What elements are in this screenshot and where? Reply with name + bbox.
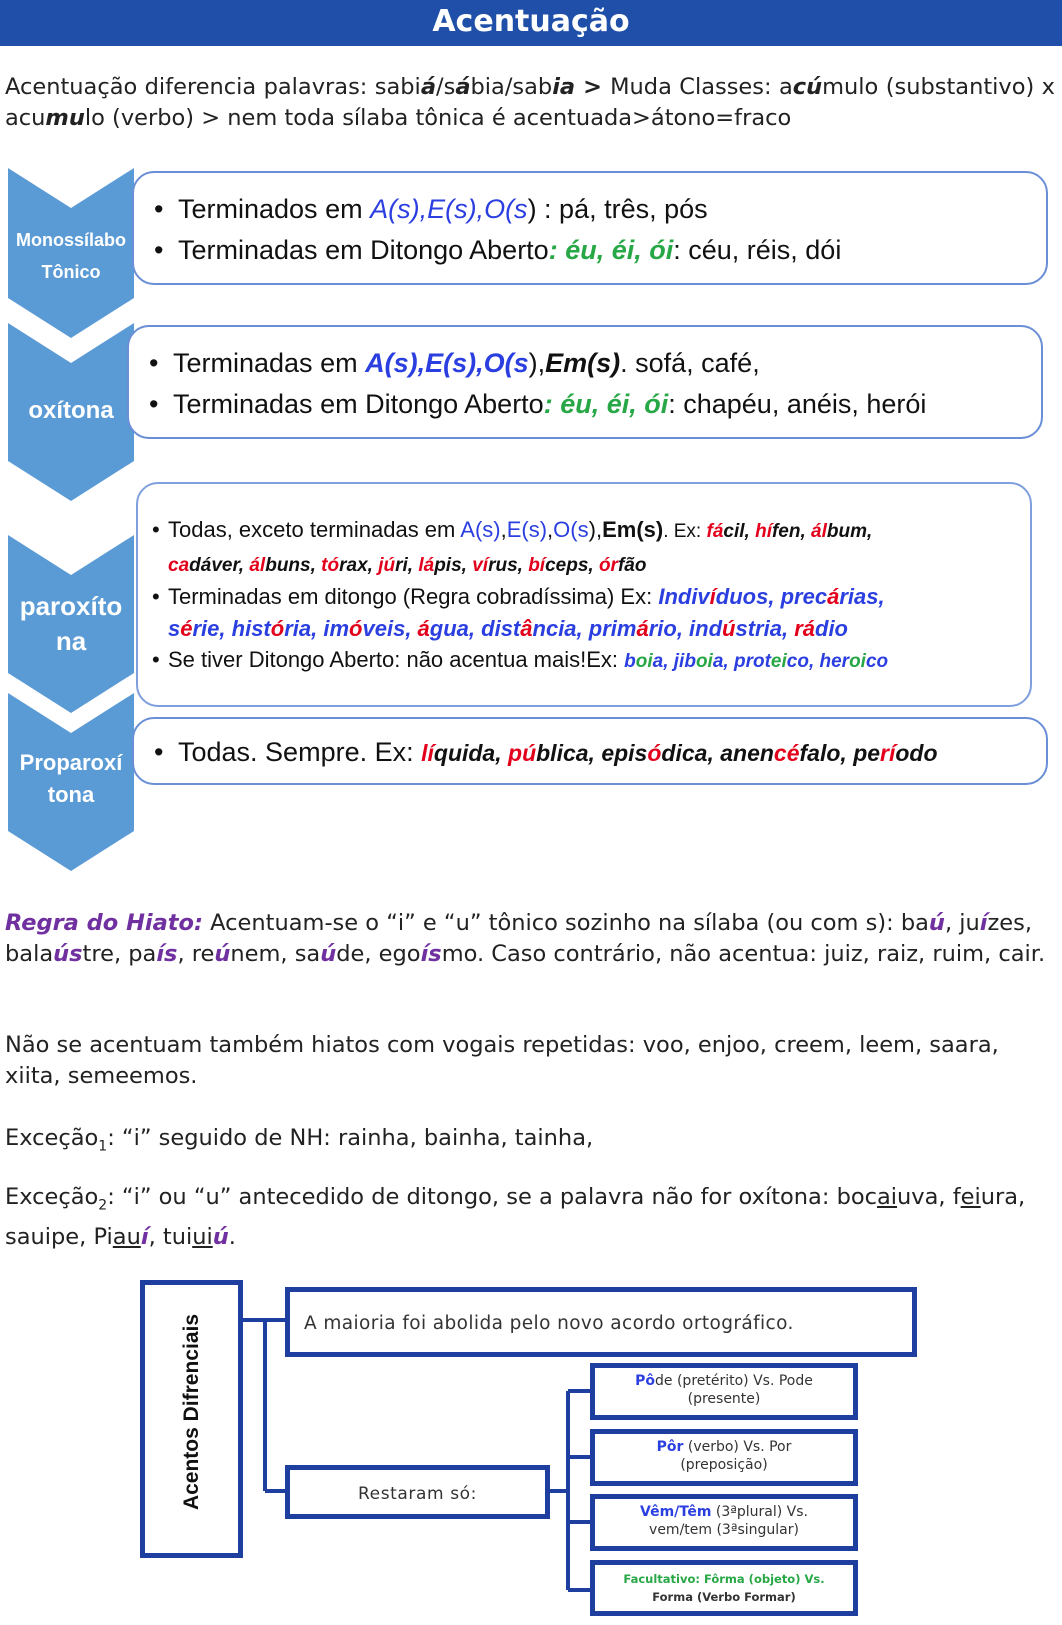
- example-stressed-syllable: oi: [695, 651, 713, 672]
- example-word-part: anen: [720, 740, 774, 766]
- example-stressed-syllable: í: [709, 584, 716, 609]
- example-stressed-syllable: oi: [635, 651, 653, 672]
- rule-line: • Todas, exceto terminadas em A(s),E(s),O(s),Em(s). Ex: fácil, hífen, álbum, cadáver, álbuns, tórax, júri, lápis, vírus, bíceps, órfão: [150, 514, 1030, 581]
- example-word-rest: duos,: [715, 584, 781, 609]
- example-word-rest: dio: [815, 615, 848, 641]
- example-stressed-syllable: lí: [421, 740, 434, 766]
- example-word-rest: a,: [712, 651, 734, 672]
- example-stressed-syllable: pú: [508, 740, 537, 766]
- example-stressed-syllable: á: [417, 615, 430, 641]
- example-word-rest: stria,: [735, 615, 795, 641]
- example-stressed-syllable: ór: [598, 554, 618, 576]
- diagram-top-box: A maioria foi abolida pelo novo acordo ortográfico.: [285, 1287, 917, 1357]
- hiato-title: Regra do Hiato:: [5, 910, 204, 936]
- example-stressed-syllable: ál: [249, 554, 266, 576]
- example-word-rest: co: [865, 651, 889, 672]
- example-stressed-syllable: ál: [811, 521, 827, 542]
- example-word-rest: veis,: [362, 615, 418, 641]
- example-word-rest: dica,: [661, 740, 721, 766]
- example-word-rest: dáver,: [189, 554, 250, 576]
- rule-box-paroxitona: [136, 482, 1032, 707]
- example-stressed-syllable: rí: [880, 740, 896, 766]
- intro-paragraph: Acentuação diferencia palavras: sabiá/sábia/sabia > Muda Classes: acúmulo (substantivo) x acumulo (verbo) > nem toda sílaba tônica é acentuada>átono=fraco: [5, 74, 1055, 131]
- diagram-item-vem: Vêm/Têm (3ªplural) Vs. vem/tem (3ªsingular): [590, 1494, 858, 1551]
- example-word-rest: ri,: [395, 554, 419, 576]
- diagram-item-pode: Pôde (pretérito) Vs. Pode (presente): [590, 1363, 858, 1420]
- example-word-part: pe: [853, 740, 881, 766]
- excecao-2-paragraph: Exceção$_2$: “i” ou “u” antecedido de ditongo, se a palavra não for oxítona: bocaiuva, feiura, sauipe, Piauí, tuiuiú.: [5, 1184, 1026, 1250]
- example-word-part: epis: [601, 740, 648, 766]
- example-stressed-syllable: é: [180, 615, 193, 641]
- rule-box-oxitona: [127, 325, 1043, 439]
- example-stressed-syllable: rá: [794, 615, 815, 641]
- rule-line: • Se tiver Ditongo Aberto: não acentua mais!Ex: boia, jiboia, proteico, heroico: [150, 644, 1030, 678]
- example-stressed-syllable: bí: [528, 554, 546, 576]
- label-proparoxi: Proparoxí: [19, 750, 123, 775]
- example-stressed-syllable: tó: [321, 554, 340, 576]
- hiato-paragraph: Regra do Hiato: Acentuam-se o “i” e “u” tônico sozinho na sílaba (ou com s): baú, juízes, balaústre, país, reúnem, saúde, egoísmo. Caso contrário, não acentua: juiz, raiz, ruim, cair.: [5, 910, 1046, 967]
- example-word-rest: quida,: [433, 740, 509, 766]
- chevron-proparoxitona: [8, 693, 134, 871]
- label-tonico: Tônico: [41, 262, 101, 282]
- example-word-part: hist: [231, 615, 271, 641]
- example-word-part: s: [168, 615, 181, 641]
- label-tona: tona: [47, 782, 95, 807]
- example-stressed-syllable: fá: [706, 521, 724, 542]
- example-word-part: Indiv: [658, 584, 710, 609]
- rule-box-proparoxitona: [132, 717, 1048, 785]
- chevron-monossilabo: [8, 168, 134, 338]
- example-word-rest: bum,: [826, 521, 873, 542]
- label-monossilabo: Monossílabo: [15, 230, 126, 250]
- example-word-rest: fen,: [771, 521, 812, 542]
- rule-line: • Terminadas em A(s),E(s),O(s),Em(s). sofá, café,: [147, 343, 1041, 384]
- rule-line: • Terminadas em Ditongo Aberto: éu, éi, ói: céu, réis, dói: [152, 230, 1046, 271]
- example-stressed-syllable: ó: [349, 615, 363, 641]
- example-word-rest: pis,: [434, 554, 473, 576]
- example-word-rest: falo,: [799, 740, 854, 766]
- example-word-rest: odo: [895, 740, 938, 766]
- label-na: na: [55, 626, 87, 656]
- rule-line: • Terminados em A(s),E(s),O(s) : pá, três, pós: [152, 189, 1046, 230]
- example-word-part: prim: [588, 615, 637, 641]
- example-word-part: her: [819, 651, 850, 672]
- example-stressed-syllable: jú: [378, 554, 396, 576]
- chevron-oxitona: [8, 323, 134, 501]
- example-word-rest: a,: [652, 651, 674, 672]
- example-word-rest: rie,: [192, 615, 232, 641]
- diagram-item-forma: Facultativo: Fôrma (objeto) Vs. Forma (Verbo Formar): [590, 1560, 858, 1616]
- diagram-item-por: Pôr (verbo) Vs. Por (preposição): [590, 1429, 858, 1486]
- example-word-rest: gua,: [429, 615, 482, 641]
- example-word-part: im: [323, 615, 350, 641]
- example-word-rest: ria,: [284, 615, 324, 641]
- example-word-rest: rias,: [839, 584, 885, 609]
- example-word-rest: fão: [617, 554, 647, 576]
- example-word-rest: rax,: [339, 554, 379, 576]
- example-word-rest: ncia,: [532, 615, 589, 641]
- rule-line: • Terminadas em Ditongo Aberto: éu, éi, ói: chapéu, anéis, herói: [147, 384, 1041, 425]
- example-stressed-syllable: ú: [722, 615, 736, 641]
- label-paroxito: paroxíto: [19, 591, 123, 621]
- example-stressed-syllable: ei: [770, 651, 787, 672]
- example-word-part: prot: [733, 651, 771, 672]
- example-word-part: ind: [689, 615, 723, 641]
- excecao-1-paragraph: Exceção$_1$: “i” seguido de NH: rainha, bainha, tainha,: [5, 1125, 594, 1155]
- example-stressed-syllable: ó: [647, 740, 662, 766]
- example-word-rest: ceps,: [545, 554, 599, 576]
- example-word-part: b: [624, 651, 636, 672]
- chevron-paroxitona: [8, 535, 134, 713]
- rule-line: • Terminadas em ditongo (Regra cobradíssima) Ex: Indivíduos, precárias, série, história, imóveis, água, distância, primário, indústria, rádio: [150, 581, 1030, 644]
- example-word-rest: rio,: [648, 615, 690, 641]
- example-word-rest: rus,: [488, 554, 529, 576]
- example-stressed-syllable: oi: [849, 651, 866, 672]
- diagram-root-box: [140, 1280, 243, 1558]
- example-stressed-syllable: hí: [755, 521, 772, 542]
- example-stressed-syllable: ó: [270, 615, 285, 641]
- example-word-rest: blica,: [536, 740, 602, 766]
- rule-line: • Todas. Sempre. Ex: líquida, pública, episódica, anencéfalo, período: [152, 733, 1046, 772]
- example-word-rest: co,: [786, 651, 820, 672]
- page-title: Acentuação: [0, 0, 1062, 46]
- example-stressed-syllable: ví: [472, 554, 489, 576]
- example-stressed-syllable: á: [636, 615, 649, 641]
- example-word-rest: cil,: [723, 521, 756, 542]
- example-stressed-syllable: ca: [168, 554, 190, 576]
- example-word-rest: buns,: [265, 554, 322, 576]
- example-stressed-syllable: cé: [773, 740, 800, 766]
- example-stressed-syllable: â: [520, 615, 533, 641]
- example-word-part: jib: [673, 651, 696, 672]
- example-word-part: prec: [780, 584, 828, 609]
- example-stressed-syllable: lá: [418, 554, 435, 576]
- hiatos-repetidos-paragraph: Não se acentuam também hiatos com vogais repetidas: voo, enjoo, creem, leem, saara, xiita, semeemos.: [5, 1032, 999, 1089]
- diagram-root-label: Acentos Difrenciais: [180, 1313, 203, 1511]
- rule-box-monossilabo: [132, 171, 1048, 285]
- example-stressed-syllable: á: [827, 584, 840, 609]
- diagram-mid-box: Restaram só:: [285, 1465, 550, 1519]
- label-oxitona: oxítona: [28, 397, 114, 424]
- example-word-part: dist: [481, 615, 521, 641]
